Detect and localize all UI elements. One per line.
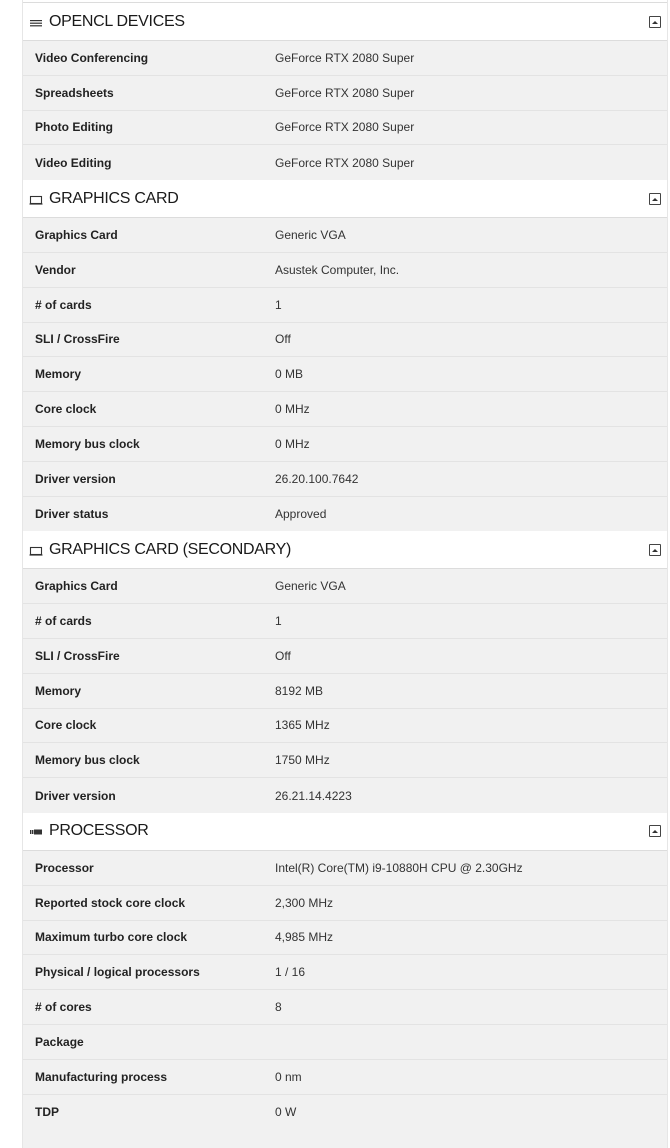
row-label: Graphics Card bbox=[35, 228, 118, 243]
table-row bbox=[23, 990, 667, 1025]
row-label: # of cards bbox=[35, 297, 92, 312]
row-value: 1 bbox=[275, 614, 282, 629]
row-value: 0 nm bbox=[275, 1069, 302, 1084]
collapse-button[interactable] bbox=[649, 16, 661, 28]
row-label: Video Conferencing bbox=[35, 50, 149, 65]
table-row bbox=[23, 76, 667, 111]
chevron-up-icon bbox=[651, 828, 659, 834]
row-label: Driver version bbox=[35, 788, 116, 803]
table-row bbox=[23, 1095, 667, 1130]
section-title: GRAPHICS CARD bbox=[49, 189, 179, 207]
collapse-button[interactable] bbox=[649, 544, 661, 556]
collapse-button[interactable] bbox=[649, 193, 661, 205]
section-rows-opencl-devices bbox=[23, 41, 667, 180]
row-label: Manufacturing process bbox=[35, 1069, 168, 1084]
row-label: Maximum turbo core clock bbox=[35, 930, 188, 945]
row-value: 26.20.100.7642 bbox=[275, 471, 359, 486]
table-row bbox=[23, 218, 667, 253]
row-label: TDP bbox=[35, 1104, 59, 1119]
table-row bbox=[23, 674, 667, 709]
section-title: PROCESSOR bbox=[49, 822, 149, 840]
section-title: OPENCL DEVICES bbox=[49, 12, 185, 30]
row-value: 1365 MHz bbox=[275, 718, 330, 733]
section-header-opencl-devices[interactable] bbox=[23, 3, 667, 41]
row-label: Memory bbox=[35, 367, 82, 382]
table-row bbox=[23, 357, 667, 392]
row-label: # of cores bbox=[35, 1000, 92, 1015]
row-label: Memory bbox=[35, 683, 82, 698]
section-rows-graphics-card bbox=[23, 218, 667, 531]
row-value: Off bbox=[275, 648, 291, 663]
table-row bbox=[23, 743, 667, 778]
row-value: GeForce RTX 2080 Super bbox=[275, 85, 415, 100]
row-value: 4,985 MHz bbox=[275, 930, 334, 945]
row-label: Graphics Card bbox=[35, 579, 118, 594]
row-value: Approved bbox=[275, 506, 327, 521]
row-label: Photo Editing bbox=[35, 120, 113, 135]
section-rows-graphics-card-secondary bbox=[23, 569, 667, 813]
table-row bbox=[23, 921, 667, 956]
collapse-button[interactable] bbox=[649, 825, 661, 837]
row-value: Intel(R) Core(TM) i9-10880H CPU @ 2.30GHz bbox=[275, 860, 523, 875]
row-label: Core clock bbox=[35, 718, 97, 733]
table-row bbox=[23, 955, 667, 990]
row-label: Driver version bbox=[35, 471, 116, 486]
chip-icon bbox=[29, 825, 43, 837]
section-header-graphics-card[interactable] bbox=[23, 180, 667, 218]
row-label: Processor bbox=[35, 860, 94, 875]
chevron-up-icon bbox=[651, 196, 659, 202]
row-value: 26.21.14.4223 bbox=[275, 788, 352, 803]
row-value: Asustek Computer, Inc. bbox=[275, 262, 400, 277]
row-label: Reported stock core clock bbox=[35, 895, 186, 910]
monitor-icon bbox=[29, 193, 43, 205]
table-row bbox=[23, 253, 667, 288]
row-value: Off bbox=[275, 332, 291, 347]
row-label: Vendor bbox=[35, 262, 76, 277]
row-label: Video Editing bbox=[35, 155, 112, 170]
row-value: 1 bbox=[275, 297, 282, 312]
row-value: 8192 MB bbox=[275, 683, 324, 698]
section-title: GRAPHICS CARD (SECONDARY) bbox=[49, 540, 292, 558]
row-label: Memory bus clock bbox=[35, 753, 140, 768]
table-row bbox=[23, 462, 667, 497]
row-label: Spreadsheets bbox=[35, 85, 114, 100]
row-label: SLI / CrossFire bbox=[35, 648, 120, 663]
row-value: 0 W bbox=[275, 1104, 297, 1119]
list-icon bbox=[29, 16, 43, 28]
section-rows-processor bbox=[23, 851, 667, 1129]
row-label: Driver status bbox=[35, 506, 109, 521]
table-row bbox=[23, 427, 667, 462]
monitor-icon bbox=[29, 544, 43, 556]
row-label: Core clock bbox=[35, 402, 97, 417]
table-row bbox=[23, 778, 667, 813]
table-row bbox=[23, 709, 667, 744]
table-row bbox=[23, 323, 667, 358]
table-row bbox=[23, 604, 667, 639]
table-row bbox=[23, 111, 667, 146]
row-value: GeForce RTX 2080 Super bbox=[275, 50, 415, 65]
row-value: Generic VGA bbox=[275, 579, 346, 594]
table-row bbox=[23, 41, 667, 76]
row-value: GeForce RTX 2080 Super bbox=[275, 120, 415, 135]
table-row bbox=[23, 497, 667, 532]
table-row bbox=[23, 1025, 667, 1060]
system-info-panel bbox=[22, 0, 668, 1148]
row-value: 2,300 MHz bbox=[275, 895, 334, 910]
row-value: 0 MHz bbox=[275, 402, 310, 417]
row-value: 0 MB bbox=[275, 367, 304, 382]
table-row bbox=[23, 569, 667, 604]
row-value: 1 / 16 bbox=[275, 965, 306, 980]
row-label: Physical / logical processors bbox=[35, 965, 200, 980]
table-row bbox=[23, 145, 667, 180]
table-row bbox=[23, 1060, 667, 1095]
row-label: Package bbox=[35, 1034, 84, 1049]
row-label: SLI / CrossFire bbox=[35, 332, 120, 347]
row-value: 1750 MHz bbox=[275, 753, 330, 768]
row-label: # of cards bbox=[35, 614, 92, 629]
table-row bbox=[23, 886, 667, 921]
section-header-graphics-card-secondary[interactable] bbox=[23, 531, 667, 569]
table-row bbox=[23, 392, 667, 427]
table-row bbox=[23, 288, 667, 323]
chevron-up-icon bbox=[651, 547, 659, 553]
table-row bbox=[23, 851, 667, 886]
row-label: Memory bus clock bbox=[35, 436, 140, 451]
row-value: Generic VGA bbox=[275, 228, 346, 243]
chevron-up-icon bbox=[651, 19, 659, 25]
row-value: GeForce RTX 2080 Super bbox=[275, 155, 415, 170]
section-header-processor[interactable] bbox=[23, 813, 667, 851]
row-value: 0 MHz bbox=[275, 436, 310, 451]
table-row bbox=[23, 639, 667, 674]
row-value: 8 bbox=[275, 1000, 282, 1015]
